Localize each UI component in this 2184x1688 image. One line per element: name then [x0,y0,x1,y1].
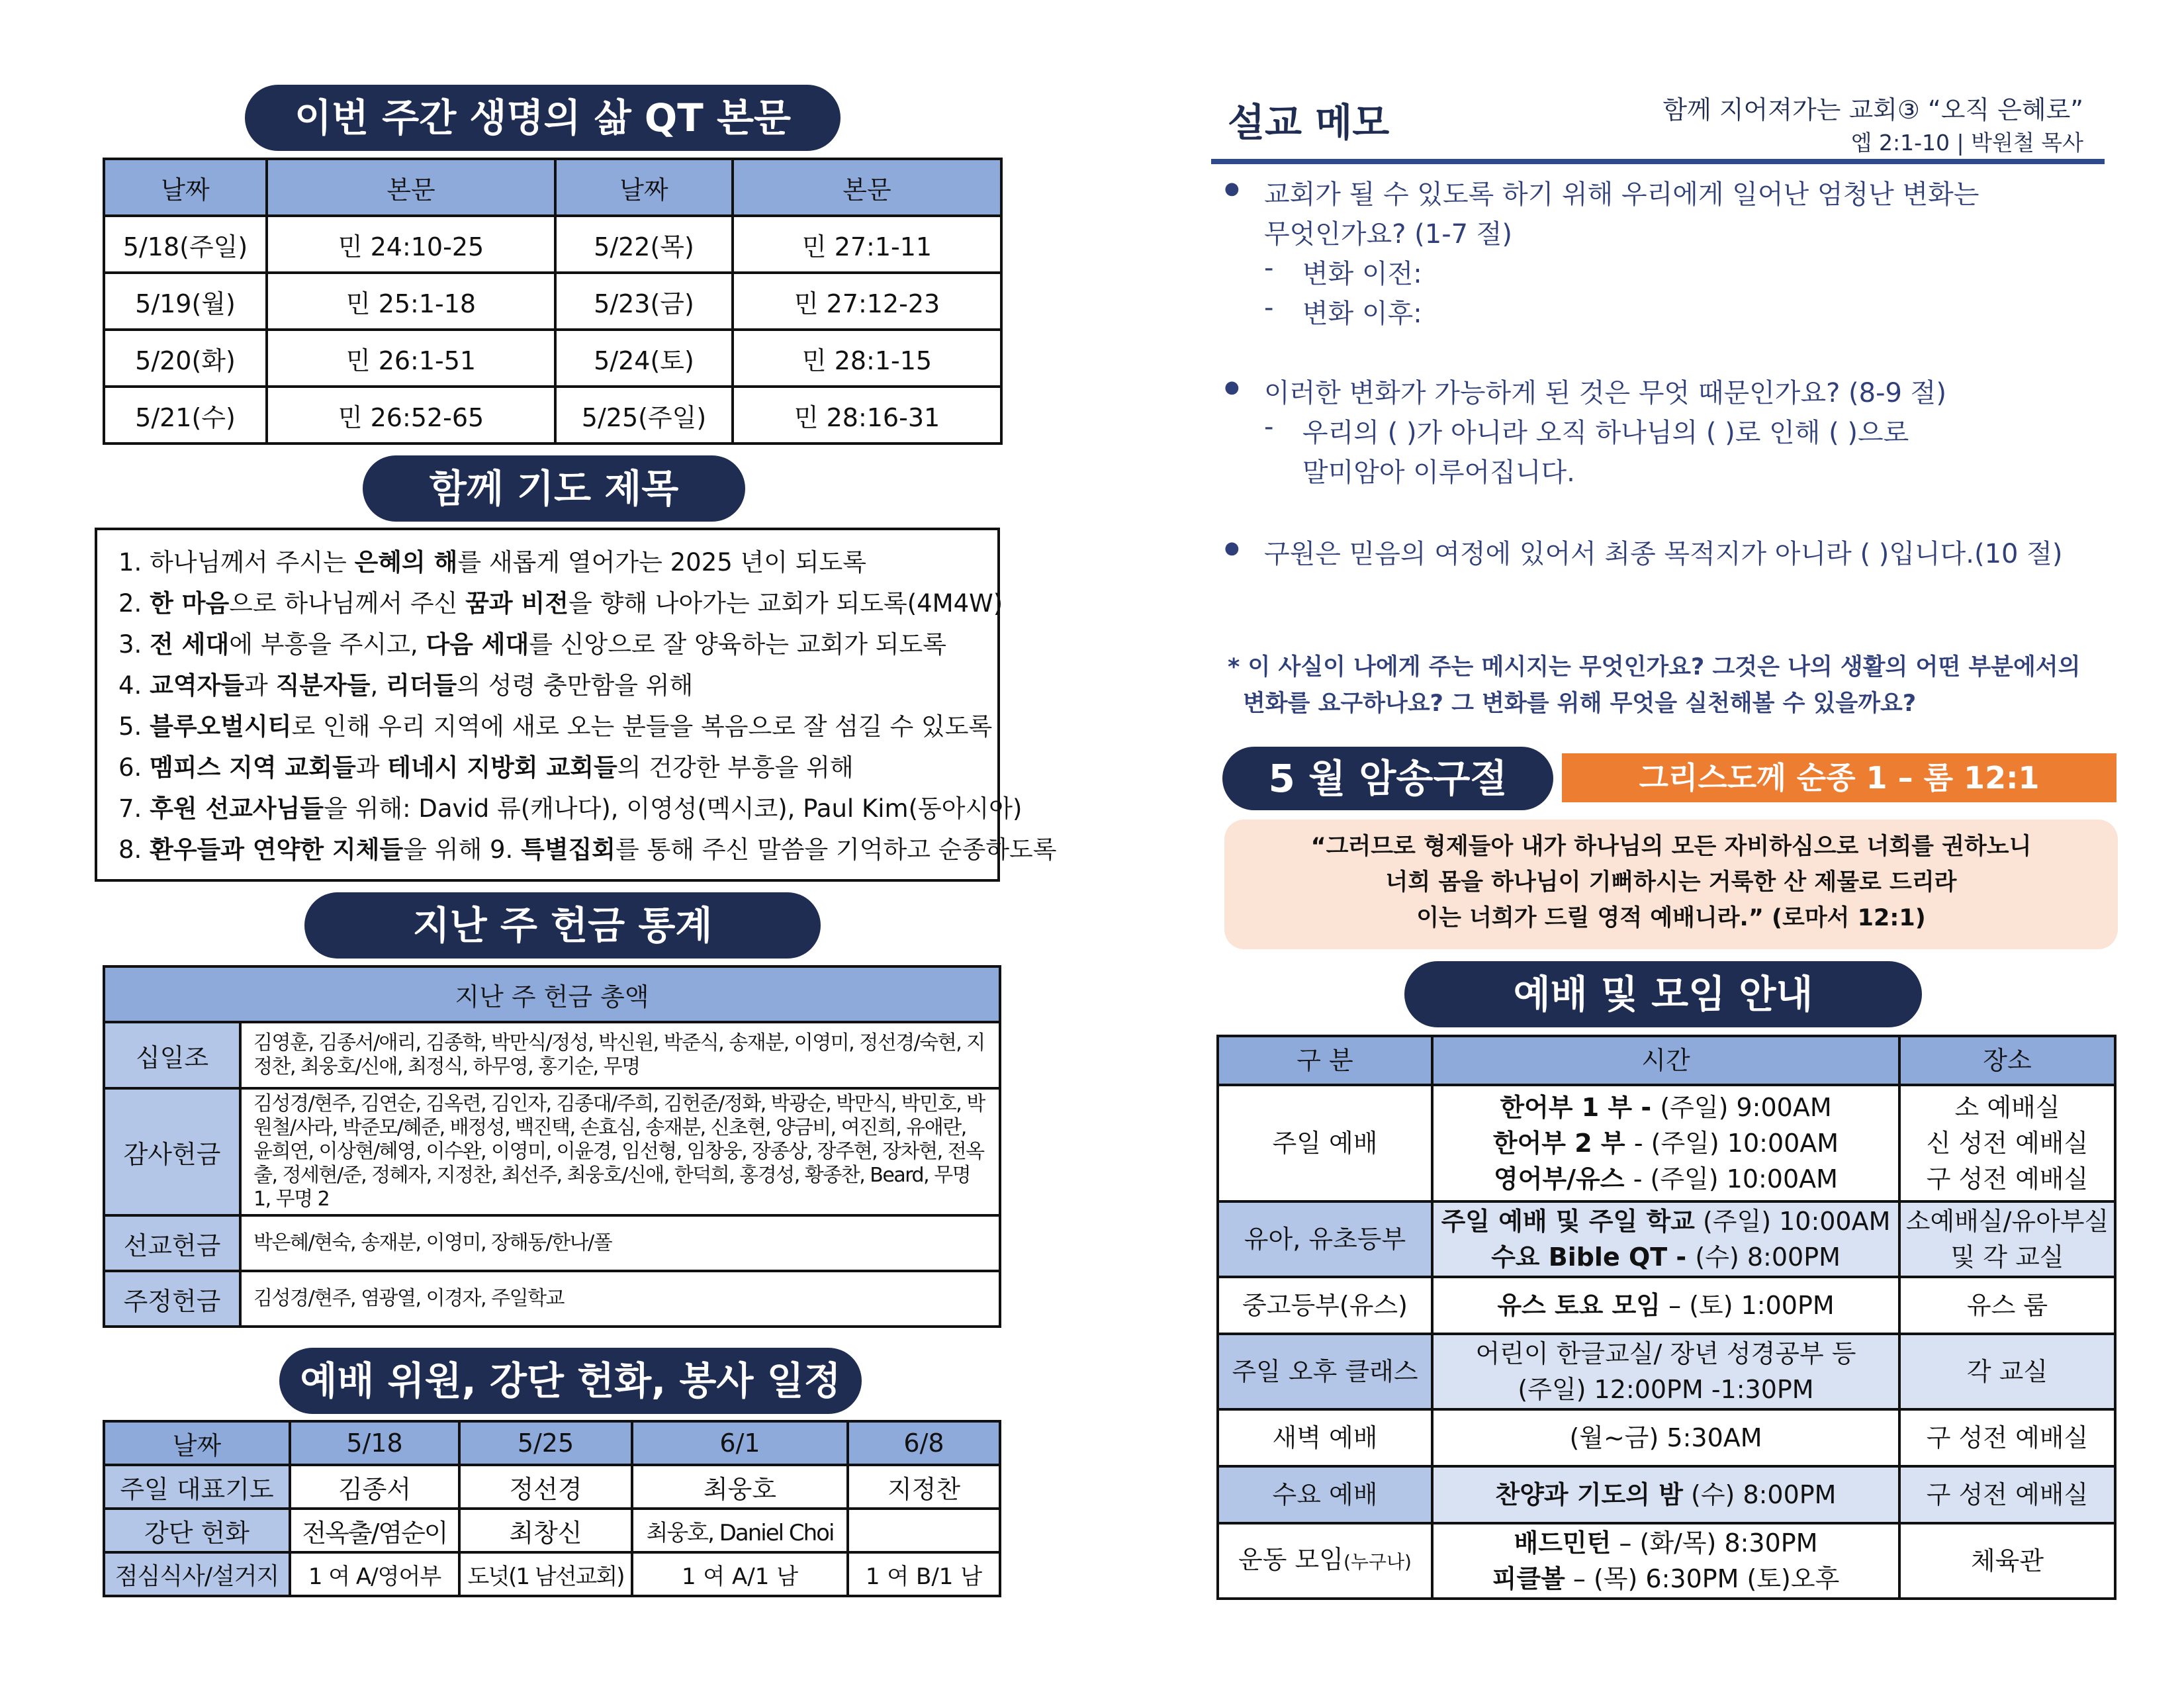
schedule-header: 6/1 [632,1421,848,1465]
qt-cell: 민 25:1-18 [267,273,555,330]
text: 5. [118,712,150,741]
services-place-line: 각 교실 [1966,1357,2048,1386]
verse-box [1224,820,2118,949]
services-row [1218,1523,2115,1599]
prayer-title: 함께 기도 제목 [363,455,745,522]
schedule-cell: 1 여 B/1 남 [848,1552,1000,1596]
schedule-cell: 1 여 A/영어부 [290,1552,459,1596]
services-time-line [1434,1125,1897,1161]
bold-text: 꿈과 비전 [465,589,569,618]
services-place-line: 신 성전 예배실 [1926,1129,2089,1158]
bold-text: 테네시 지방회 교회들 [387,753,617,782]
bold-text: 멤피스 지역 교회들 [150,753,356,782]
schedule-table [103,1420,1001,1597]
services-time [1432,1409,1899,1466]
schedule-row-label: 점심식사/설거지 [104,1552,290,1596]
text: 의 성령 충만함을 위해 [457,671,694,700]
qt-cell: 민 27:12-23 [733,273,1001,330]
schedule-cell: 도넛(1 남선교회) [459,1552,632,1596]
text: 를 새롭게 열어가는 2025 년이 되도록 [457,548,867,577]
text: 에 부흥을 주시고, [229,630,426,659]
text: 과 [244,671,276,700]
memo-dash: - [1264,253,1274,283]
text: (주일) 9:00AM [1660,1093,1832,1122]
services-place [1899,1201,2115,1277]
bold-text: 한 마음 [150,589,230,618]
services-place [1899,1085,2115,1201]
services-time-line [1434,1420,1897,1456]
services-place-line: 구 성전 예배실 [1926,1164,2089,1194]
qt-cell: 5/22(목) [555,216,733,273]
qt-cell: 5/25(주일) [555,387,733,444]
sermon-reference: 엡 2:1-10 | 박원철 목사 [1850,130,2083,156]
offering-names: 김성경/현주, 김연순, 김옥련, 김인자, 김종대/주희, 김헌준/정화, 박광순, 박만식, 박민호, 박원철/사라, 박준모/혜준, 배정성, 백진택, 손효심, 송재분, 신초현, 양금비, 여진희, 유애란, 윤희연, 이상현/혜영, 이수완, 이영미, 이윤경, 임선형, 임창웅, 장종상, 장주현, 장차현, 전옥출, 정세현/준, 정혜자, 지정찬, 최선주, 최웅호/신애, 한덕희, 홍경성, 황종찬, Beard, 무명 1, 무명 2 [240,1088,1000,1215]
schedule-header: 6/8 [848,1421,1000,1465]
services-row [1218,1201,2115,1277]
services-place-line: 소 예배실 [1954,1093,2060,1122]
offering-names: 박은혜/현숙, 송재분, 이영미, 장해동/한나/폴 [240,1215,1000,1271]
qt-cell: 민 26:52-65 [267,387,555,444]
services-row [1218,1409,2115,1466]
services-row [1218,1334,2115,1409]
services-place-line: 구 성전 예배실 [1926,1423,2089,1452]
memo-title: 설교 메모 [1228,100,1390,145]
text: – (목) 6:30PM (토)오후 [1565,1564,1840,1593]
memo-divider [1211,159,2105,164]
text: (주일) 12:00PM -1:30PM [1518,1375,1814,1404]
bold-text: 주일 예배 및 주일 학교 [1441,1207,1695,1236]
bold-text: 찬양과 기도의 밤 [1495,1480,1683,1509]
qt-cell: 민 28:16-31 [733,387,1001,444]
services-name: 유아, 유초등부 [1218,1201,1432,1277]
schedule-cell: 최웅호, Daniel Choi [632,1509,848,1552]
qt-header: 날짜 [104,159,267,216]
services-name: 운동 모임(누구나) [1218,1523,1432,1599]
schedule-header: 5/25 [459,1421,632,1465]
services-place-line: 유스 룸 [1966,1291,2048,1320]
memo-question-2-cont: 말미암아 이루어집니다. [1302,457,1575,488]
services-header: 장소 [1899,1036,2115,1085]
schedule-header: 5/18 [290,1421,459,1465]
text: 6. [118,753,150,782]
qt-cell: 5/24(토) [555,330,733,387]
offering-label: 선교헌금 [104,1215,240,1271]
prayer-item [118,624,976,665]
memo-dash: - [1264,293,1274,323]
services-place-line: 체육관 [1970,1546,2044,1575]
qt-header: 본문 [733,159,1001,216]
bold-text: 리더들 [386,671,457,700]
bold-text: 한어부 2 부 [1492,1129,1634,1158]
services-place [1899,1523,2115,1599]
text: 어린이 한글교실/ 장년 성경공부 등 [1475,1339,1856,1368]
services-time-line [1434,1477,1897,1513]
text: 를 통해 주신 말씀을 기억하고 순종하도록 [615,835,1057,864]
bold-text: 은혜의 해 [354,548,458,577]
services-place-line: 구 성전 예배실 [1926,1480,2089,1509]
qt-cell: 민 26:1-51 [267,330,555,387]
qt-cell: 민 27:1-11 [733,216,1001,273]
memo-note-line2: 변화를 요구하나요? 그 변화를 위해 무엇을 실천해볼 수 있을까요? [1243,690,1917,717]
text: , [370,671,387,700]
services-place [1899,1334,2115,1409]
services-time-line [1434,1203,1897,1239]
schedule-row-label: 강단 헌화 [104,1509,290,1552]
services-time [1432,1523,1899,1599]
services-name: 중고등부(유스) [1218,1277,1432,1334]
offering-title: 지난 주 헌금 통계 [304,892,821,959]
services-row [1218,1466,2115,1523]
services-row [1218,1277,2115,1334]
verse-tag: 그리스도께 순종 1 – 롬 12:1 [1562,753,2116,802]
prayer-item [118,665,976,706]
offering-label: 십일조 [104,1022,240,1088]
services-header: 시간 [1432,1036,1899,1085]
offering-label: 주정헌금 [104,1271,240,1327]
services-place [1899,1277,2115,1334]
offering-label: 감사헌금 [104,1088,240,1215]
memo-note-line1: * 이 사실이 나에게 주는 메시지는 무엇인가요? 그것은 나의 생활의 어떤 부분에서의 [1228,654,2081,680]
qt-cell: 5/21(수) [104,387,267,444]
bold-text: 환우들과 연약한 지체들 [150,835,404,864]
text: - (주일) 10:00AM [1633,1164,1838,1194]
services-name: 새벽 예배 [1218,1409,1432,1466]
services-time-line [1434,1372,1897,1407]
services-header: 구 분 [1218,1036,1432,1085]
services-time [1432,1201,1899,1277]
schedule-cell: 1 여 A/1 남 [632,1552,848,1596]
services-name: 주일 오후 클래스 [1218,1334,1432,1409]
schedule-cell: 김종서 [290,1465,459,1509]
services-time [1432,1085,1899,1201]
bold-text: 교역자들 [150,671,245,700]
services-place [1899,1466,2115,1523]
memo-before-change: 변화 이전: [1302,259,1422,289]
services-name-note: (누구나) [1343,1551,1412,1573]
bold-text: 다음 세대 [426,630,529,659]
prayer-item [118,788,1023,829]
verse-line: 너희 몸을 하나님이 기뻐하시는 거룩한 산 제물로 드리라 [1385,869,1957,896]
qt-header: 본문 [267,159,555,216]
memo-question-3: ● 구원은 믿음의 여정에 있어서 최종 목적지가 아니라 ( )입니다.(10 절) [1264,533,2062,571]
text: - (주일) 10:00AM [1633,1129,1839,1158]
qt-cell: 5/23(금) [555,273,733,330]
bold-text: 전 세대 [150,630,230,659]
bold-text: 피클볼 [1492,1564,1565,1593]
text: 2. [118,589,150,618]
qt-cell: 민 28:1-15 [733,330,1001,387]
bold-text: 직분자들 [275,671,371,700]
offering-header: 지난 주 헌금 총액 [104,966,1000,1022]
text: (수) 8:00PM [1682,1480,1837,1509]
bold-text: 후원 선교사님들 [150,794,324,823]
memo-question-1: ● 교회가 될 수 있도록 하기 위해 우리에게 일어난 엄청난 변화는 [1264,173,1979,211]
schedule-cell: 정선경 [459,1465,632,1509]
prayer-item [118,747,976,788]
memo-question-2: ● 이러한 변화가 가능하게 된 것은 무엇 때문인가요? (8-9 절) [1264,372,1946,410]
memo-question-1-cont: 무엇인가요? (1-7 절) [1264,219,1513,250]
offering-table [103,965,1001,1328]
bold-text: 한어부 1 부 - [1500,1093,1661,1122]
memo-after-change: 변화 이후: [1302,299,1422,329]
bold-text: 유스 토요 모임 [1497,1291,1661,1320]
text: (월~금) 5:30AM [1569,1423,1762,1452]
verse-line: 이는 너희가 드릴 영적 예배니라.” (로마서 12:1) [1416,905,1926,931]
verse-title: 5 월 암송구절 [1222,747,1553,810]
bold-text: 배드민턴 [1514,1528,1612,1558]
schedule-cell: 최창신 [459,1509,632,1552]
schedule-header: 날짜 [104,1421,290,1465]
prayer-item [118,829,1057,870]
schedule-row-label: 주일 대표기도 [104,1465,290,1509]
services-name: 주일 예배 [1218,1085,1432,1201]
services-place-line: 및 각 교실 [1950,1243,2064,1272]
qt-title: 이번 주간 생명의 삶 QT 본문 [245,85,841,151]
offering-names: 김성경/현주, 염광열, 이경자, 주일학교 [240,1271,1000,1327]
services-time [1432,1277,1899,1334]
text: 로 인해 우리 지역에 새로 오는 분들을 복음으로 잘 섬길 수 있도록 [291,712,993,741]
text: (수) 8:00PM [1695,1243,1841,1272]
bold-text: 영어부/유스 [1494,1164,1633,1194]
schedule-title: 예배 위원, 강단 헌화, 봉사 일정 [279,1348,862,1414]
services-time-line [1434,1288,1897,1323]
bold-text: 특별집회 [521,835,616,864]
verse-line: “그러므로 형제들아 내가 하나님의 모든 자비하심으로 너희를 권하노니 [1310,833,2032,860]
text: (주일) 10:00AM [1694,1207,1891,1236]
schedule-cell: 전옥출/염순이 [290,1509,459,1552]
prayer-item [118,542,976,583]
text: 과 [355,753,388,782]
schedule-cell: 최웅호 [632,1465,848,1509]
text: 7. [118,794,150,823]
services-time [1432,1334,1899,1409]
services-time-line [1434,1561,1897,1597]
services-table [1216,1035,2116,1600]
qt-header: 날짜 [555,159,733,216]
text: 을 위해 9. [403,835,522,864]
qt-cell: 5/19(월) [104,273,267,330]
services-time-line [1434,1161,1897,1197]
text: 을 위해: David 류(캐나다), 이영성(멕시코), Paul Kim(동아시아) [324,794,1023,823]
bold-text: 블루오벌시티 [150,712,292,741]
prayer-item [118,583,1003,624]
services-time [1432,1466,1899,1523]
text: 4. [118,671,150,700]
services-time-line [1434,1090,1897,1125]
text: 을 향해 나아가는 교회가 되도록(4M4W) [569,589,1003,618]
memo-question-2-fill: 우리의 ( )가 아니라 오직 하나님의 ( )로 인해 ( )으로 [1302,418,1909,448]
schedule-cell: 지정찬 [848,1465,1000,1509]
text: 으로 하나님께서 주신 [229,589,466,618]
prayer-box [95,528,1057,882]
text: 를 신앙으로 잘 양육하는 교회가 되도록 [529,630,946,659]
services-time-line [1434,1525,1897,1561]
memo-dash: - [1264,412,1274,442]
services-time-line [1434,1239,1897,1275]
text: 8. [118,835,150,864]
services-time-line [1434,1336,1897,1372]
prayer-item [118,706,993,747]
text: 의 건강한 부흥을 위해 [617,753,854,782]
text: 3. [118,630,150,659]
sermon-title: 함께 지어져가는 교회③ “오직 은혜로” [1662,95,2083,124]
offering-names: 김영훈, 김종서/애리, 김종학, 박만식/정성, 박신원, 박준식, 송재분, 이영미, 정선경/숙현, 지정찬, 최웅호/신애, 최정식, 하무영, 홍기순, 무명 [240,1022,1000,1088]
services-name: 수요 예배 [1218,1466,1432,1523]
services-place [1899,1409,2115,1466]
qt-table [103,158,1003,445]
qt-cell: 5/20(화) [104,330,267,387]
services-row [1218,1085,2115,1201]
qt-cell: 5/18(주일) [104,216,267,273]
schedule-cell [848,1509,1000,1552]
text: 1. 하나님께서 주시는 [118,548,355,577]
services-title: 예배 및 모임 안내 [1404,961,1922,1027]
text: – (토) 1:00PM [1661,1291,1835,1320]
services-place-line: 소예배실/유아부실 [1905,1207,2109,1236]
text: – (화/목) 8:30PM [1611,1528,1818,1558]
qt-cell: 민 24:10-25 [267,216,555,273]
bold-text: 수요 Bible QT - [1491,1243,1696,1272]
